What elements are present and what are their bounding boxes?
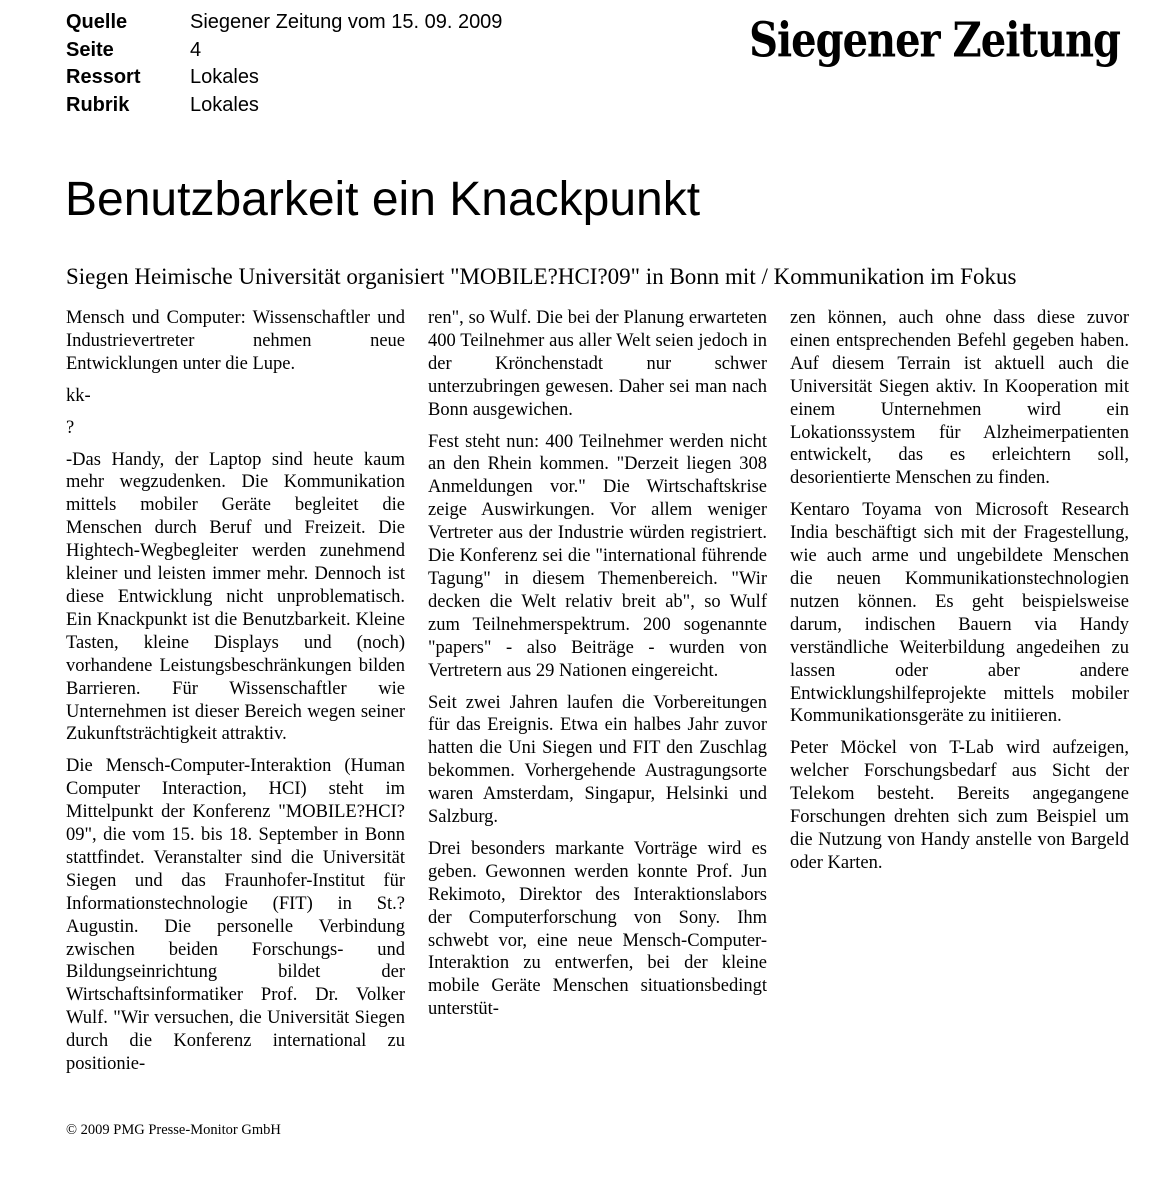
source-metadata xyxy=(66,9,502,119)
article-column-1 xyxy=(66,307,405,1085)
paragraph: Drei besonders markante Vorträge wird es geben. Gewonnen werden konnte Prof. Jun Rekimoto, Direktor des Interaktionslabors der Computerforschung von Sony. Ihm schwebt vor, eine neue Mensch-Computer-Interaktion zu entwerfen, bei der kleine mobile Geräte Menschen situationsbedingt unterstüt- xyxy=(428,838,767,1020)
paragraph: Seit zwei Jahren laufen die Vorbereitungen für das Ereignis. Etwa ein halbes Jahr zuvor hatten die Uni Siegen und FIT den Zuschlag bekommen. Vorhergehende Austragungsorte waren Amsterdam, Singapur, Helsinki und Salzburg. xyxy=(428,692,767,828)
paragraph: ? xyxy=(66,417,75,438)
paragraph: Fest steht nun: 400 Teilnehmer werden nicht an den Rhein kommen. "Derzeit liegen 308 Anmeldungen vor." Die Wirtschaftskrise zeige Auswirkungen. Vor allem weniger Vertreter aus der Industrie würden registriert. Die Konferenz sei die "international führende Tagung" in diesem Themenbereich. "Wir decken die Welt relativ breit ab", so Wulf zum Teilnehmerspektrum. 200 sogenannte "papers" - also Beiträge - wurden von Vertretern aus 29 Nationen eingereicht. xyxy=(428,431,767,681)
paragraph: Mensch und Computer: Wissenschaftler und Industrievertreter nehmen neue Entwicklungen unter die Lupe. xyxy=(66,308,405,374)
meta-row-section xyxy=(66,64,502,92)
meta-label: Ressort xyxy=(66,66,141,88)
meta-value: Lokales xyxy=(190,66,259,88)
meta-row-source xyxy=(66,9,502,37)
article-subheadline: Siegen Heimische Universität organisiert "MOBILE?HCI?09" in Bonn mit / Kommunikation im Fokus xyxy=(66,264,1017,289)
article-headline: Benutzbarkeit ein Knackpunkt xyxy=(65,173,701,226)
paragraph: zen können, auch ohne dass diese zuvor einen entsprechenden Befehl gegeben haben. Auf diesem Terrain ist aktuell auch die Universität Siegen aktiv. In Kooperation mit einem Unternehmen wird ein Lokationssystem für Alzheimerpatienten entwickelt, das es erleichtern soll, desorientierte Menschen zu finden. xyxy=(790,308,1129,489)
newspaper-logo: Siegener Zeitung xyxy=(749,12,1120,69)
paragraph: -Das Handy, der Laptop sind heute kaum mehr wegzudenken. Die Kommunikation mittels mobiler Geräte begleitet die Menschen durch Beruf und Freizeit. Die Hightech-Wegbegleiter werden zunehmend kleiner und leisten immer mehr. Dennoch ist diese Entwicklung nicht unproblematisch. Ein Knackpunkt ist die Benutzbarkeit. Kleine Tasten, kleine Displays und (noch) vorhandene Leistungsbeschränkungen bilden Barrieren. Für Wissenschaftler wie Unternehmen ist dieser Bereich wegen seiner Zukunftsträchtigkeit attraktiv. xyxy=(66,449,405,745)
meta-value: 4 xyxy=(190,38,202,61)
paragraph: Kentaro Toyama von Microsoft Research India beschäftigt sich mit der Fragestellung, wie auch arme und ungebildete Menschen die neuen Kommunikationstechnologien nutzen können. Es geht beispielsweise darum, indischen Bauern via Handy verständliche Weiterbildung angedeihen zu lassen oder aber andere Entwicklungshilfeprojekte mittels mobiler Kommunikationsgeräte zu initiieren. xyxy=(790,500,1129,727)
meta-row-rubric xyxy=(66,92,502,120)
paragraph: ren", so Wulf. Die bei der Planung erwarteten 400 Teilnehmer aus aller Welt seien jedoch in der Krönchenstadt nur schwer unterzubringen gewesen. Daher sei man nach Bonn ausgewichen. xyxy=(428,308,767,420)
paragraph: Die Mensch-Computer-Interaktion (Human Computer Interaction, HCI) steht im Mittelpunkt der Konferenz "MOBILE?HCI?09", die vom 15. bis 18. September in Bonn stattfindet. Veranstalter sind die Universität Siegen und das Fraunhofer-Institut für Informationstechnologie (FIT) in St.?Augustin. Die personelle Verbindung zwischen beiden Forschungs- und Bildungseinrichtung bildet der Wirtschaftsinformatiker Prof. Dr. Volker Wulf. "Wir versuchen, die Universität Siegen durch die Konferenz international zu positionie- xyxy=(66,756,405,1075)
article-column-3 xyxy=(790,307,1129,884)
paragraph: Peter Möckel von T-Lab wird aufzeigen, welcher Forschungsbedarf aus Sicht der Telekom besteht. Bereits angegangene Forschungen drehten sich zum Beispiel um die Nutzung von Handy anstelle von Bargeld oder Karten. xyxy=(790,738,1129,873)
paragraph: kk- xyxy=(66,385,91,406)
article-column-2 xyxy=(428,307,767,1030)
meta-value: Siegener Zeitung vom 15. 09. 2009 xyxy=(190,11,503,33)
meta-row-page xyxy=(66,37,502,65)
meta-label: Quelle xyxy=(66,11,128,33)
meta-label: Seite xyxy=(66,38,114,61)
copyright-footer: © 2009 PMG Presse-Monitor GmbH xyxy=(66,1122,281,1138)
meta-value: Lokales xyxy=(190,93,259,116)
meta-label: Rubrik xyxy=(66,93,130,116)
